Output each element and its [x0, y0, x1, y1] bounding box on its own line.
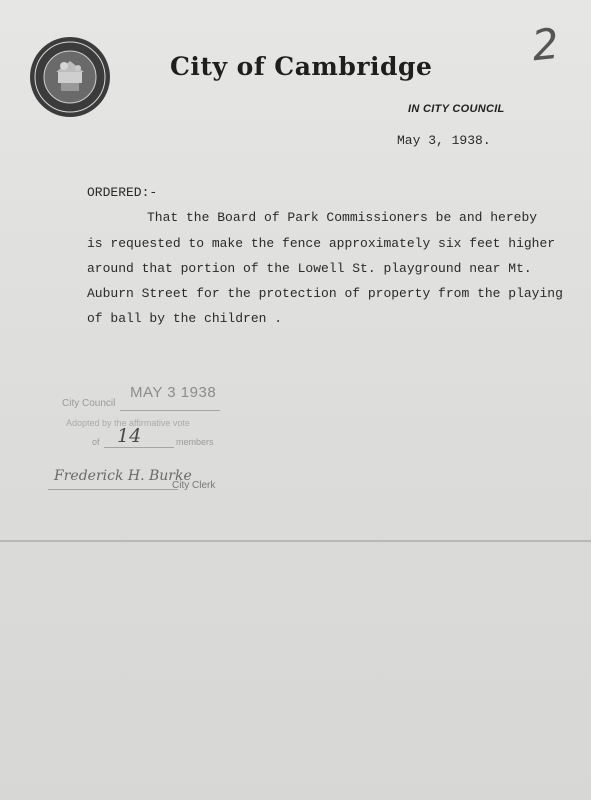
council-label: IN CITY COUNCIL — [408, 103, 505, 115]
order-line: around that portion of the Lowell St. playground near Mt. — [87, 261, 532, 276]
order-line: is requested to make the fence approximately six feet higher — [87, 236, 556, 251]
order-line: That the Board of Park Commissioners be and hereby — [147, 210, 538, 225]
letterhead-title: City of Cambridge — [170, 52, 433, 81]
stamp-adopted-label: Adopted by the affirmative vote — [66, 418, 190, 428]
stamp-underline — [120, 410, 220, 411]
order-heading: ORDERED:- — [87, 185, 158, 200]
stamp-city-council-label: City Council — [62, 398, 116, 409]
stamp-of-label: of — [92, 437, 100, 447]
stamp-date: MAY 3 1938 — [130, 384, 217, 401]
stamp-underline — [104, 447, 174, 448]
document-date: May 3, 1938. — [397, 133, 491, 148]
stamp-members-label: members — [176, 437, 214, 447]
order-line: Auburn Street for the protection of property from the playing — [87, 286, 563, 301]
order-line: of ball by the children . — [87, 311, 283, 326]
clerk-signature: Frederick H. Burke — [54, 468, 192, 484]
city-seal-icon — [28, 35, 112, 119]
clerk-title: City Clerk — [172, 480, 216, 491]
fold-line — [0, 540, 591, 542]
signature-line — [48, 489, 178, 490]
page-number: 2 — [529, 18, 562, 71]
stamp-members-count: 14 — [117, 425, 142, 447]
